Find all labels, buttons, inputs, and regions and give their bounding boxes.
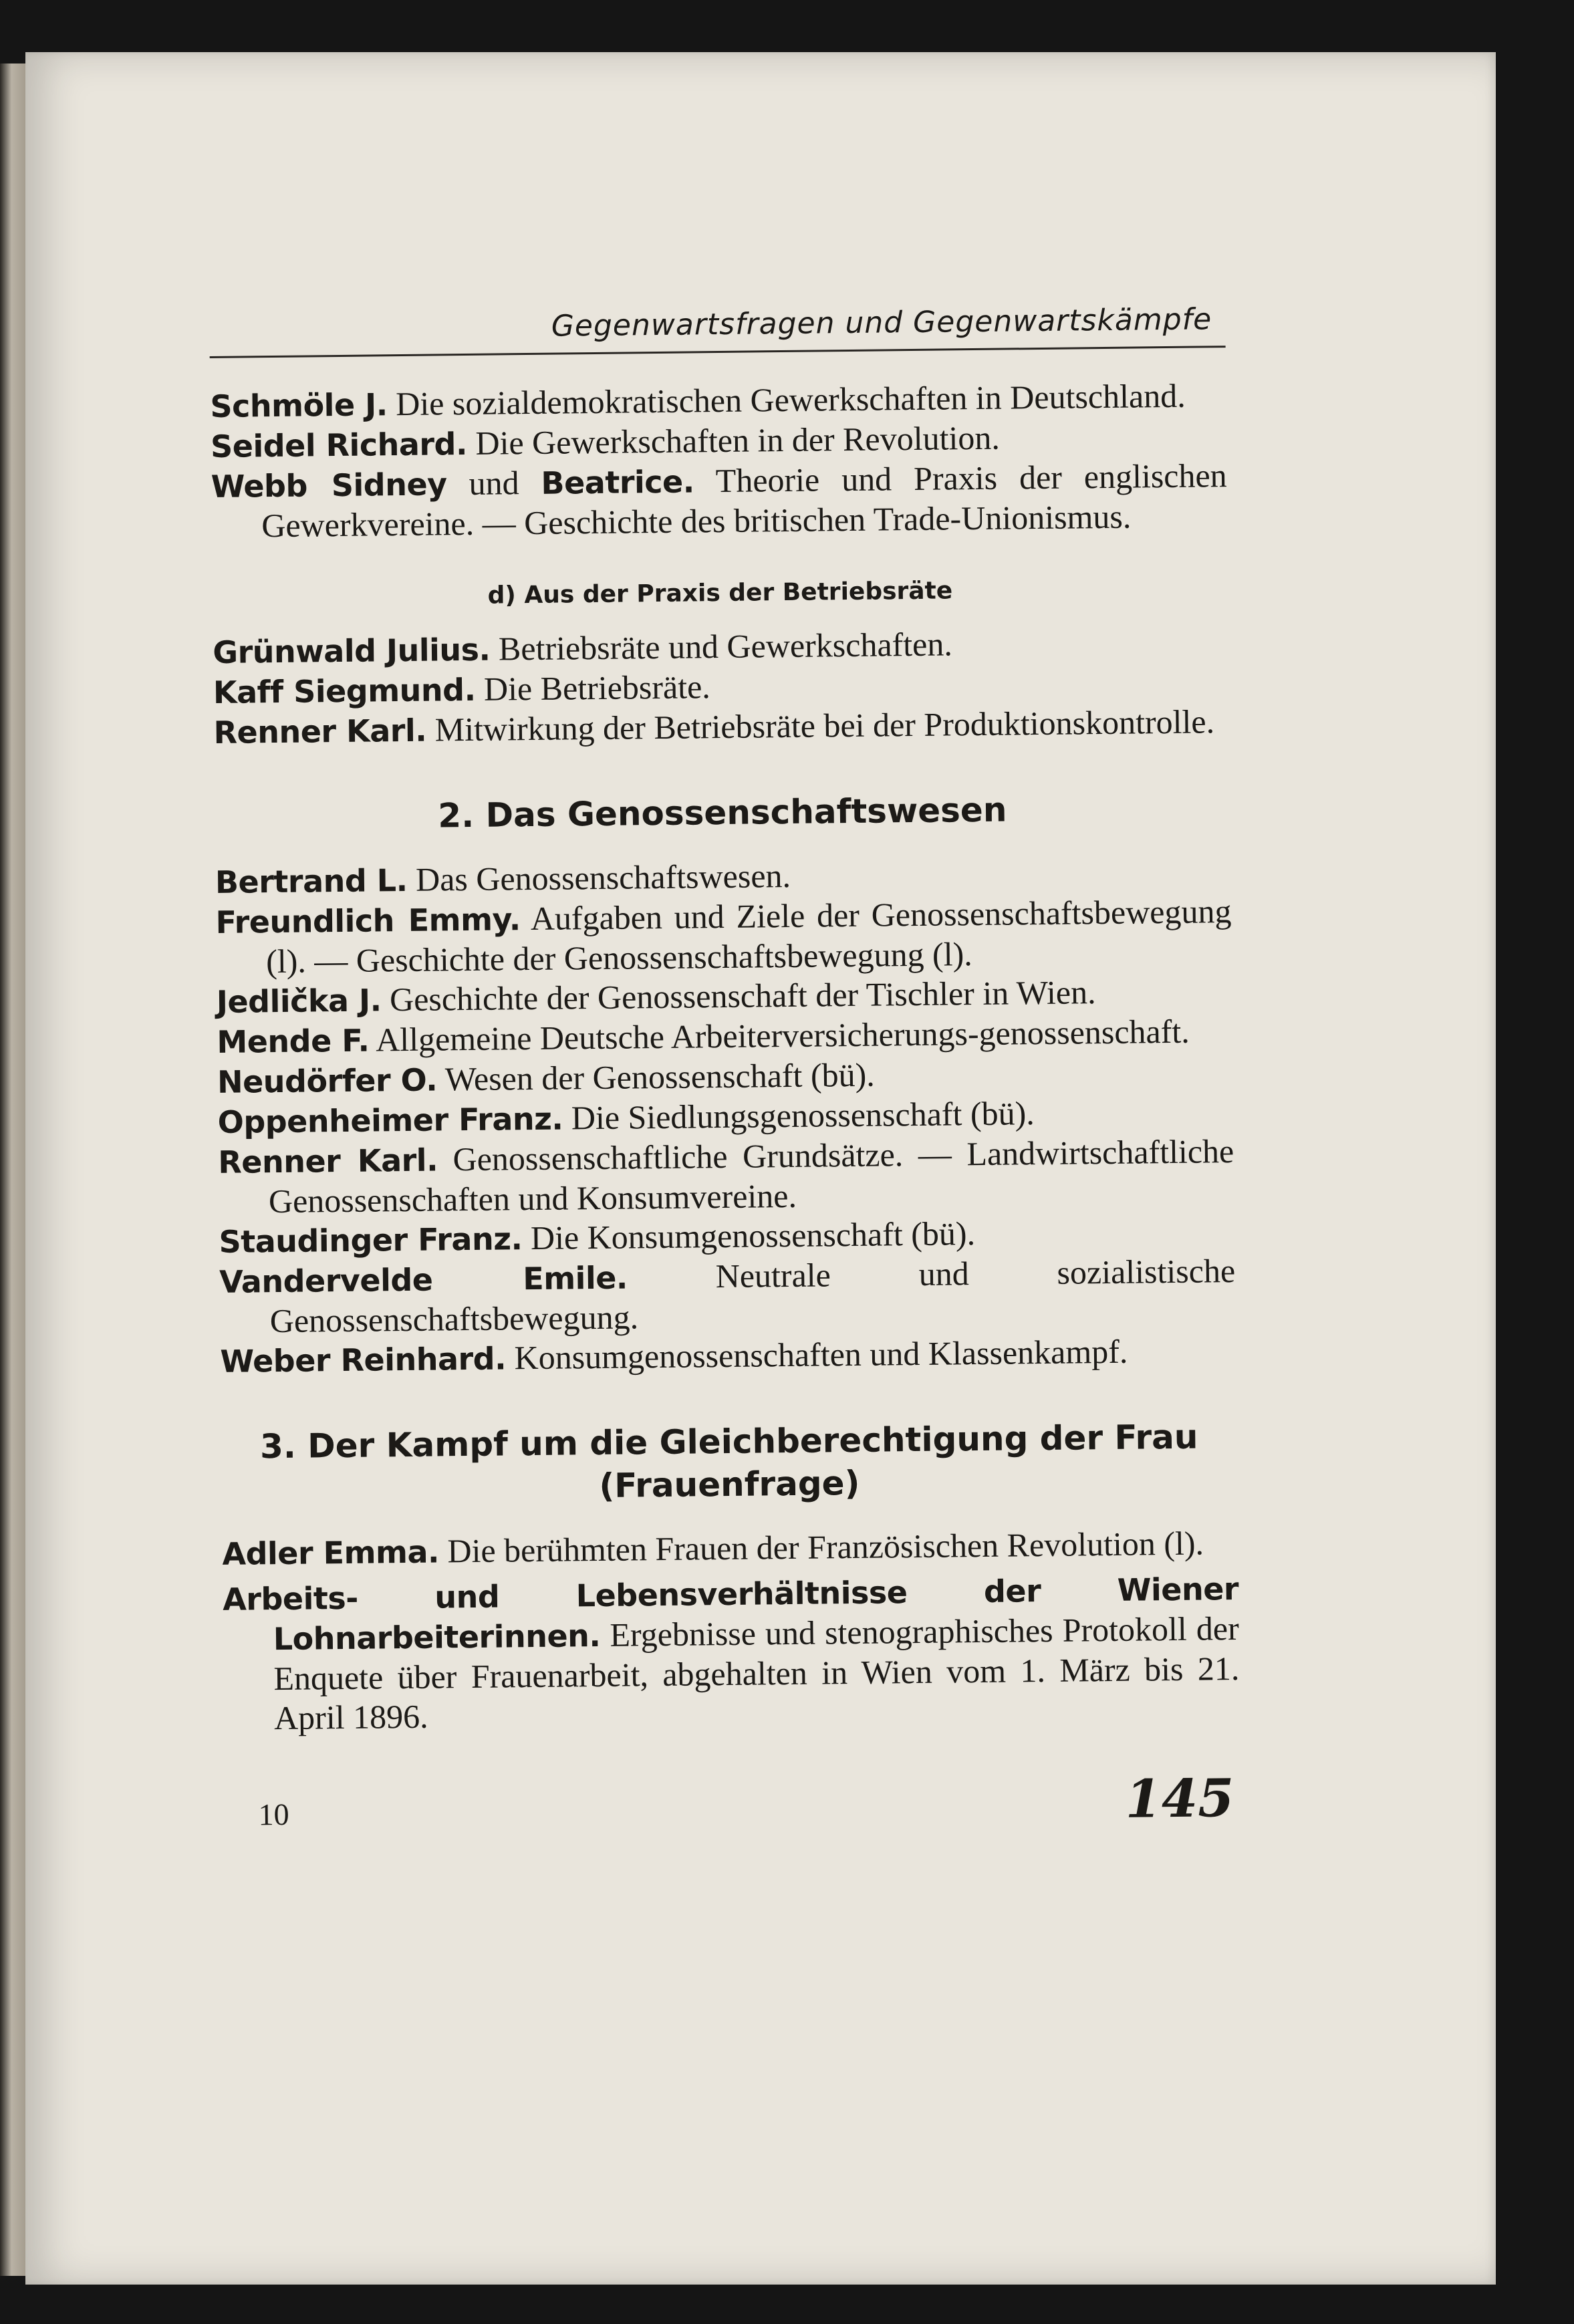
entry-author: Neudörfer O.: [217, 1061, 438, 1100]
page-number: 145: [1125, 1768, 1234, 1830]
entry-author: Bertrand L.: [215, 862, 408, 900]
entry-author: Webb Sidney: [211, 466, 447, 505]
entry-text: Die Siedlungsgenossenschaft (bü).: [563, 1094, 1035, 1137]
entry-text: Neutrale und sozialistische Genossenschaftsbewegung.: [269, 1252, 1236, 1340]
entry-text: Genossenschaftliche Grundsätze. — Landwirtschaftliche Genossenschaften und Konsumvereine.: [268, 1132, 1234, 1220]
entry-author-second: Beatrice.: [541, 463, 694, 501]
entry-author: Staudinger Franz.: [219, 1220, 523, 1260]
entry-text: Wesen der Genossenschaft (bü).: [436, 1055, 876, 1098]
entry-text: Die sozialdemokratischen Gewerkschaften in Deutschland.: [387, 376, 1186, 423]
entry-text: Die berühmten Frauen der Französischen Revolution (l).: [438, 1524, 1204, 1570]
entry-author: Schmöle J.: [210, 386, 388, 424]
entry-author: Mende F.: [217, 1022, 370, 1060]
page-footer: [225, 1768, 1241, 1839]
entry: [211, 456, 1227, 546]
section-heading-frauenfrage: [221, 1415, 1237, 1511]
entry-author: Freundlich Emmy.: [215, 901, 521, 940]
entries-betriebsraete: [213, 622, 1230, 753]
entries-frauenfrage: [222, 1523, 1240, 1738]
signature-mark: 10: [258, 1797, 289, 1832]
entry-author: Weber Reinhard.: [220, 1340, 507, 1380]
entries-top: [210, 376, 1227, 546]
entry-text: Geschichte der Genossenschaft der Tischler in Wien.: [381, 973, 1096, 1019]
book-page: [25, 52, 1496, 2285]
running-head: Gegenwartsfragen und Gegenwartskämpfe: [209, 302, 1226, 358]
entry-author: Renner Karl.: [213, 712, 427, 751]
entry-text: Ergebnisse und stenographisches Protokoll der Enquete über Frauenarbeit, abgehalten in Wien vom 1. März bis 21. April 1896.: [273, 1609, 1240, 1737]
section-heading-line: 3. Der Kampf um die Gleichberechtigung der Frau: [259, 1417, 1198, 1466]
entries-genossenschaftswesen: [215, 852, 1236, 1382]
entry-text: und: [446, 463, 541, 503]
entry-author: Grünwald Julius.: [213, 631, 491, 670]
entry-text: Die Konsumgenossenschaft (bü).: [522, 1214, 976, 1257]
entry: [218, 1132, 1234, 1222]
entry-text: Die Betriebsräte.: [475, 668, 711, 708]
entry-author: Arbeits- und Lebensverhältnisse der Wiener Lohnarbeiterinnen.: [222, 1570, 1239, 1658]
left-page-edge: [0, 63, 25, 2276]
entry-author: Jedlička J.: [216, 982, 382, 1020]
entry-text: Das Genossenschaftswesen.: [407, 856, 791, 898]
entry-author: Renner Karl.: [218, 1142, 438, 1180]
entry-author: Oppenheimer Franz.: [217, 1100, 563, 1140]
entry-author: Seidel Richard.: [210, 425, 468, 465]
entry: [215, 892, 1232, 982]
entry-text: Betriebsräte und Gewerkschaften.: [490, 625, 953, 668]
entry-text: Allgemeine Deutsche Arbeiterversicherungs-genossenschaft.: [369, 1012, 1190, 1059]
entry: [222, 1523, 1238, 1574]
entry-text: Aufgaben und Ziele der Genossenschaftsbewegung (l). — Geschichte der Genossenschaftsbewegung (l).: [265, 892, 1232, 981]
entry-author: Adler Emma.: [222, 1533, 440, 1572]
entry-text: Mitwirkung der Betriebsräte bei der Produktionskontrolle.: [426, 702, 1215, 749]
entry: [219, 1251, 1236, 1341]
subheading-betriebsraete: d) Aus der Praxis der Betriebsräte: [487, 577, 953, 610]
section-heading-genossenschaftswesen: 2. Das Genossenschaftswesen: [438, 790, 1007, 835]
page-content: [209, 302, 1241, 1839]
entry-author: Vandervelde Emile.: [219, 1259, 628, 1300]
entry-author: Kaff Siegmund.: [213, 671, 476, 711]
section-heading-line: (Frauenfrage): [599, 1463, 860, 1505]
entry-text: Konsumgenossenschaften und Klassenkampf.: [505, 1332, 1128, 1377]
entry: [223, 1569, 1240, 1738]
entry-text: Theorie und Praxis der englischen Gewerkvereine. — Geschichte des britischen Trade-Unionismus.: [261, 457, 1227, 545]
entry-text: Die Gewerkschaften in der Revolution.: [467, 418, 1001, 462]
